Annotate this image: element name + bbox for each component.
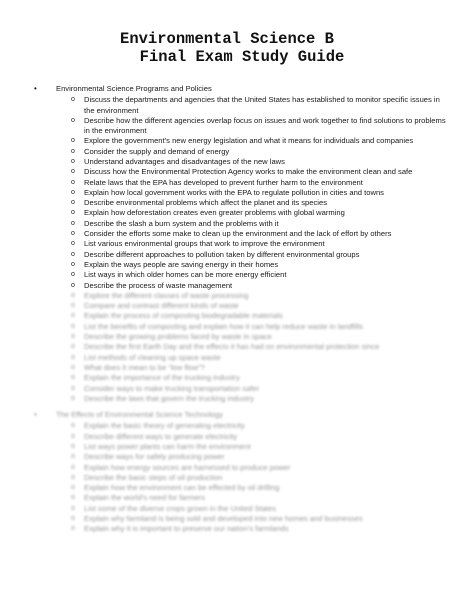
list-item-text: Describe the growing problems faced by waste in space (84, 332, 272, 342)
section-heading: Environmental Science Programs and Policies (56, 84, 212, 93)
circle-bullet-icon: o (71, 363, 75, 371)
list-item-text: Consider the efforts some make to clean up the environment and the lack of effort by others (84, 229, 392, 239)
document-title (0, 30, 474, 66)
list-item (56, 219, 474, 229)
list-item (56, 353, 474, 363)
list-item (56, 116, 474, 137)
section (0, 410, 474, 534)
circle-bullet-icon: o (71, 432, 75, 440)
list-item-text: Describe how the different agencies overlap focus on issues and work together to find solutions to problems in the environment (84, 115, 446, 136)
circle-bullet-icon: o (71, 291, 75, 299)
list-item (56, 157, 474, 167)
circle-bullet-icon: o (71, 525, 75, 533)
circle-bullet-icon: o (71, 333, 75, 341)
circle-bullet-icon: o (71, 473, 75, 481)
list-item (56, 504, 474, 514)
circle-bullet-icon: o (71, 178, 75, 186)
list-item-text: Describe different approaches to pollution taken by different environmental groups (84, 249, 360, 259)
list-item (56, 322, 474, 332)
list-item (56, 473, 474, 483)
list-item (56, 291, 474, 301)
list-item (56, 229, 474, 239)
list-item (56, 493, 474, 503)
title-line-2: Final Exam Study Guide (139, 48, 345, 66)
study-guide-content (0, 84, 474, 535)
circle-bullet-icon: o (71, 312, 75, 320)
list-item-text: Explain why farmland is being sold and developed into new homes and businesses (84, 513, 363, 523)
list-item (56, 394, 474, 404)
list-item (56, 239, 474, 249)
circle-bullet-icon: o (71, 260, 75, 268)
section (0, 84, 474, 404)
list-item-text: Explain how energy sources are harnessed to produce power (84, 462, 291, 472)
list-item-text: Consider the supply and demand of energy (84, 146, 230, 156)
list-item-text: Explain how the environment can be effected by oil drilling (84, 483, 280, 493)
list-item-text: List ways in which older homes can be more energy efficient (84, 270, 287, 280)
list-item (56, 342, 474, 352)
list-item-text: Consider ways to make trucking transportation safer (84, 383, 260, 393)
list-item (56, 421, 474, 431)
list-item-text: Describe the laws that govern the trucking industry (84, 393, 255, 403)
circle-bullet-icon: o (71, 422, 75, 430)
circle-bullet-icon: o (71, 453, 75, 461)
circle-bullet-icon: o (71, 281, 75, 289)
list-item (56, 147, 474, 157)
list-item-text: Explore the different classes of waste processing (84, 290, 249, 300)
list-item (56, 198, 474, 208)
list-item (56, 95, 474, 116)
list-item (56, 514, 474, 524)
list-item (56, 332, 474, 342)
list-item-text: Explain how deforestation creates even greater problems with global warming (84, 208, 345, 218)
list-item-text: Explain the importance of the trucking industry (84, 373, 240, 383)
list-item (56, 463, 474, 473)
list-item-text: Describe the process of waste management (84, 280, 233, 290)
list-item-text: Explain the basic theory of generating electricity (84, 421, 245, 431)
list-item-text: Describe the first Earth Day and the effects it has had on environmental protection since (84, 342, 380, 352)
list-item-text: Explain the process of composting biodegradable materials (84, 311, 283, 321)
circle-bullet-icon: o (71, 353, 75, 361)
list-item (56, 208, 474, 218)
list-item-text: Compare and contrast different kinds of waste (84, 301, 239, 311)
list-item-text: Describe different ways to generate electricity (84, 431, 238, 441)
list-item (56, 384, 474, 394)
list-item-text: Discuss how the Environmental Protection Agency works to make the environment clean and safe (84, 167, 413, 177)
circle-bullet-icon: o (71, 504, 75, 512)
circle-bullet-icon: o (71, 137, 75, 145)
list-item-text: Explain why it is important to preserve our nation’s farmlands (84, 524, 289, 534)
list-item (56, 167, 474, 177)
list-item (56, 281, 474, 291)
list-item-text: List the benefits of composting and explain how it can help reduce waste in landfills (84, 321, 364, 331)
list-item (56, 442, 474, 452)
circle-bullet-icon: o (71, 230, 75, 238)
bullet-icon: • (34, 84, 37, 93)
bullet-icon: • (34, 410, 37, 420)
list-item-text: Relate laws that the EPA has developed to prevent further harm to the environment (84, 177, 363, 187)
list-item-text: Discuss the departments and agencies that the United States has established to monitor specific issues in the environment (84, 95, 440, 115)
circle-bullet-icon: o (71, 484, 75, 492)
list-item (56, 136, 474, 146)
circle-bullet-icon: o (71, 219, 75, 227)
list-item (56, 432, 474, 442)
list-item-text: Describe the slash a burn system and the problems with it (84, 218, 279, 228)
list-item (56, 311, 474, 321)
list-item (56, 188, 474, 198)
list-item-text: Explain the world’s need for farmers (84, 493, 205, 503)
circle-bullet-icon: o (71, 199, 75, 207)
circle-bullet-icon: o (71, 343, 75, 351)
list-item (56, 524, 474, 534)
circle-bullet-icon: o (71, 157, 75, 165)
list-item (56, 483, 474, 493)
list-item-text: What does it mean to be “low flow”? (84, 362, 205, 372)
circle-bullet-icon: o (71, 394, 75, 402)
list-item (56, 270, 474, 280)
list-item (56, 363, 474, 373)
list-item (56, 301, 474, 311)
circle-bullet-icon: o (71, 302, 75, 310)
circle-bullet-icon: o (71, 271, 75, 279)
list-item-text: List methods of cleaning up space waste (84, 352, 221, 362)
circle-bullet-icon: o (71, 463, 75, 471)
list-item-text: Understand advantages and disadvantages of the new laws (84, 156, 285, 166)
list-item (56, 452, 474, 462)
list-item (56, 250, 474, 260)
circle-bullet-icon: o (71, 147, 75, 155)
list-item (56, 373, 474, 383)
list-item (56, 260, 474, 270)
list-item-text: Describe environmental problems which affect the planet and its species (84, 198, 327, 208)
circle-bullet-icon: o (71, 188, 75, 196)
list-item (56, 178, 474, 188)
list-item-text: Explore the government’s new energy legislation and what it means for individuals and companies (84, 136, 414, 146)
list-item-text: List some of the diverse crops grown in the United States (84, 503, 277, 513)
circle-bullet-icon: o (71, 514, 75, 522)
circle-bullet-icon: o (71, 384, 75, 392)
circle-bullet-icon: o (71, 442, 75, 450)
list-item-text: List ways power plants can harm the environment (84, 441, 251, 451)
circle-bullet-icon: o (71, 240, 75, 248)
circle-bullet-icon: o (71, 168, 75, 176)
circle-bullet-icon: o (71, 96, 75, 104)
title-line-1: Environmental Science B (120, 30, 334, 48)
circle-bullet-icon: o (71, 209, 75, 217)
circle-bullet-icon: o (71, 116, 75, 124)
list-item-text: Explain the ways people are saving energy in their homes (84, 259, 279, 269)
list-item-text: Describe the basic steps of oil production (84, 472, 223, 482)
circle-bullet-icon: o (71, 374, 75, 382)
circle-bullet-icon: o (71, 250, 75, 258)
list-item-text: Explain how local government works with the EPA to regulate pollution in cities and towns (84, 187, 384, 197)
circle-bullet-icon: o (71, 322, 75, 330)
list-item-text: Describe ways for safely producing power (84, 452, 225, 462)
list-item-text: List various environmental groups that work to improve the environment (84, 239, 325, 249)
section-heading: The Effects of Environmental Science Technology (56, 410, 223, 420)
circle-bullet-icon: o (71, 494, 75, 502)
